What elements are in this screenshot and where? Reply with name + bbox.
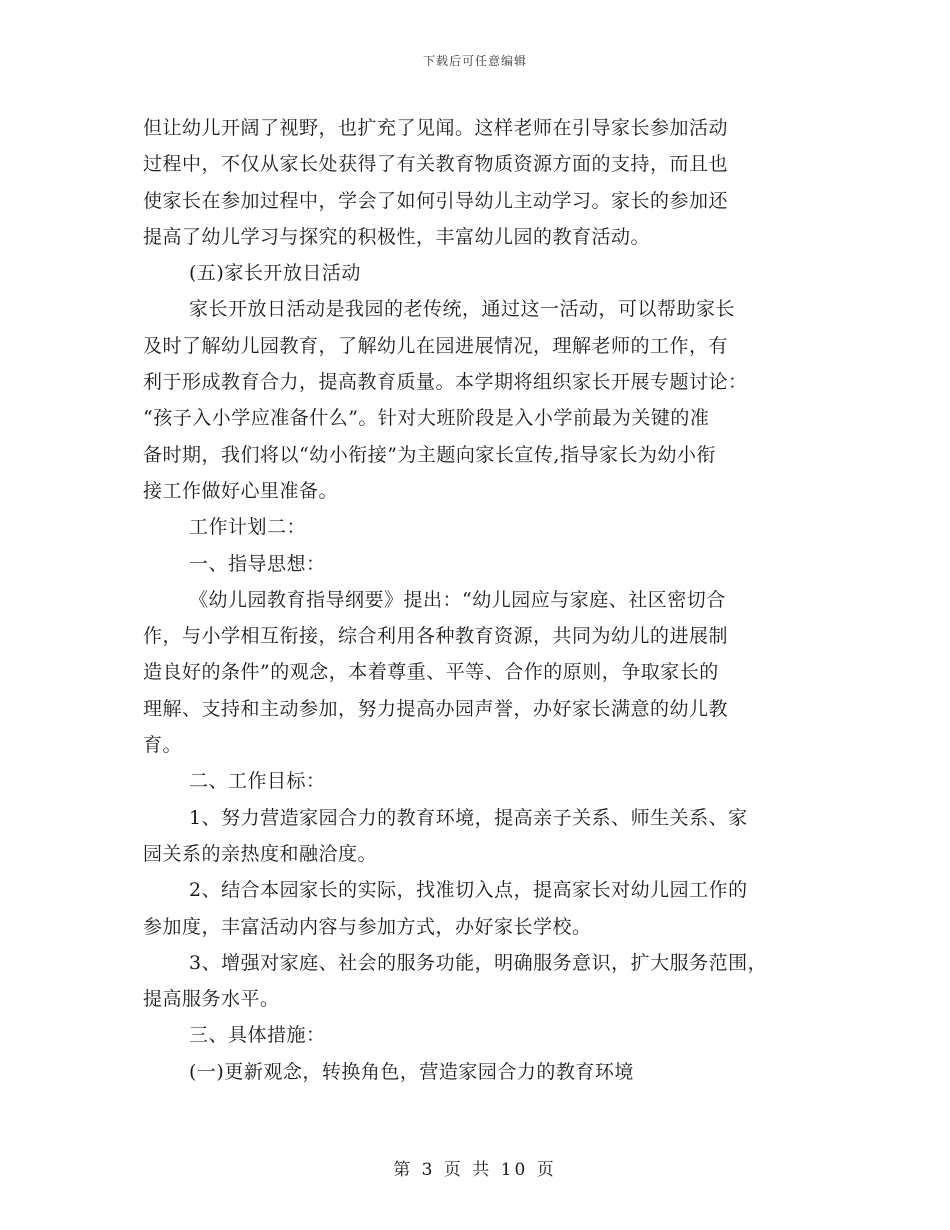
text-line: 使家长在参加过程中，学会了如何引导幼儿主动学习。家长的参加还 — [143, 189, 729, 212]
text-line: 接工作做好心里准备。 — [143, 479, 339, 502]
text-line: 提高了幼儿学习与探究的积极性，丰富幼儿园的教育活动。 — [143, 225, 651, 248]
text-line: 2、结合本园家长的实际，找准切入点，提高家长对幼儿园工作的 — [189, 879, 748, 902]
text-line: 育。 — [143, 734, 183, 757]
text-line: 园关系的亲热度和融洽度。 — [143, 842, 378, 865]
text-line: 过程中，不仅从家长处获得了有关教育物质资源方面的支持，而且也 — [143, 153, 729, 176]
text-line: 参加度，丰富活动内容与参加方式，办好家长学校。 — [143, 915, 592, 938]
page-number: 第 3 页 共 10 页 — [393, 1160, 557, 1180]
text-line: 提高服务水平。 — [143, 988, 280, 1011]
document-body — [143, 110, 823, 1090]
text-line: 《幼儿园教育指导纲要》提出：“幼儿园应与家庭、社区密切合 — [189, 588, 726, 611]
text-line: 工作计划二： — [189, 516, 307, 539]
page-header: 下载后可任意编辑 — [422, 54, 527, 68]
text-line: 作，与小学相互衔接，综合利用各种教育资源，共同为幼儿的进展制 — [143, 625, 729, 648]
text-line: 三、具体措施： — [189, 1024, 326, 1047]
text-line: 及时了解幼儿园教育，了解幼儿在园进展情况，理解老师的工作，有 — [143, 334, 729, 357]
text-line: 1、努力营造家园合力的教育环境，提高亲子关系、师生关系、家 — [189, 806, 748, 829]
text-line: 二、工作目标： — [189, 770, 326, 793]
text-line: 利于形成教育合力，提高教育质量。本学期将组织家长开展专题讨论： — [143, 371, 748, 394]
text-line: 备时期，我们将以“幼小衔接”为主题向家长宣传,指导家长为幼小衔 — [143, 443, 716, 466]
text-line: 造良好的条件”的观念，本着尊重、平等、合作的原则，争取家长的 — [143, 661, 719, 684]
text-line: (五)家长开放日活动 — [189, 262, 361, 285]
text-line: 家长开放日活动是我园的老传统，通过这一活动，可以帮助家长 — [189, 298, 736, 321]
text-line: 3、增强对家庭、社会的服务功能，明确服务意识，扩大服务范围， — [189, 951, 768, 974]
text-line: (一)更新观念，转换角色，营造家园合力的教育环境 — [189, 1060, 634, 1083]
text-line: 一、指导思想： — [189, 552, 326, 575]
text-line: “孩子入小学应准备什么”。针对大班阶段是入小学前最为关键的准 — [143, 407, 710, 430]
text-line: 理解、支持和主动参加，努力提高办园声誉，办好家长满意的幼儿教 — [143, 697, 729, 720]
text-line: 但让幼儿开阔了视野，也扩充了见闻。这样老师在引导家长参加活动 — [143, 117, 729, 139]
